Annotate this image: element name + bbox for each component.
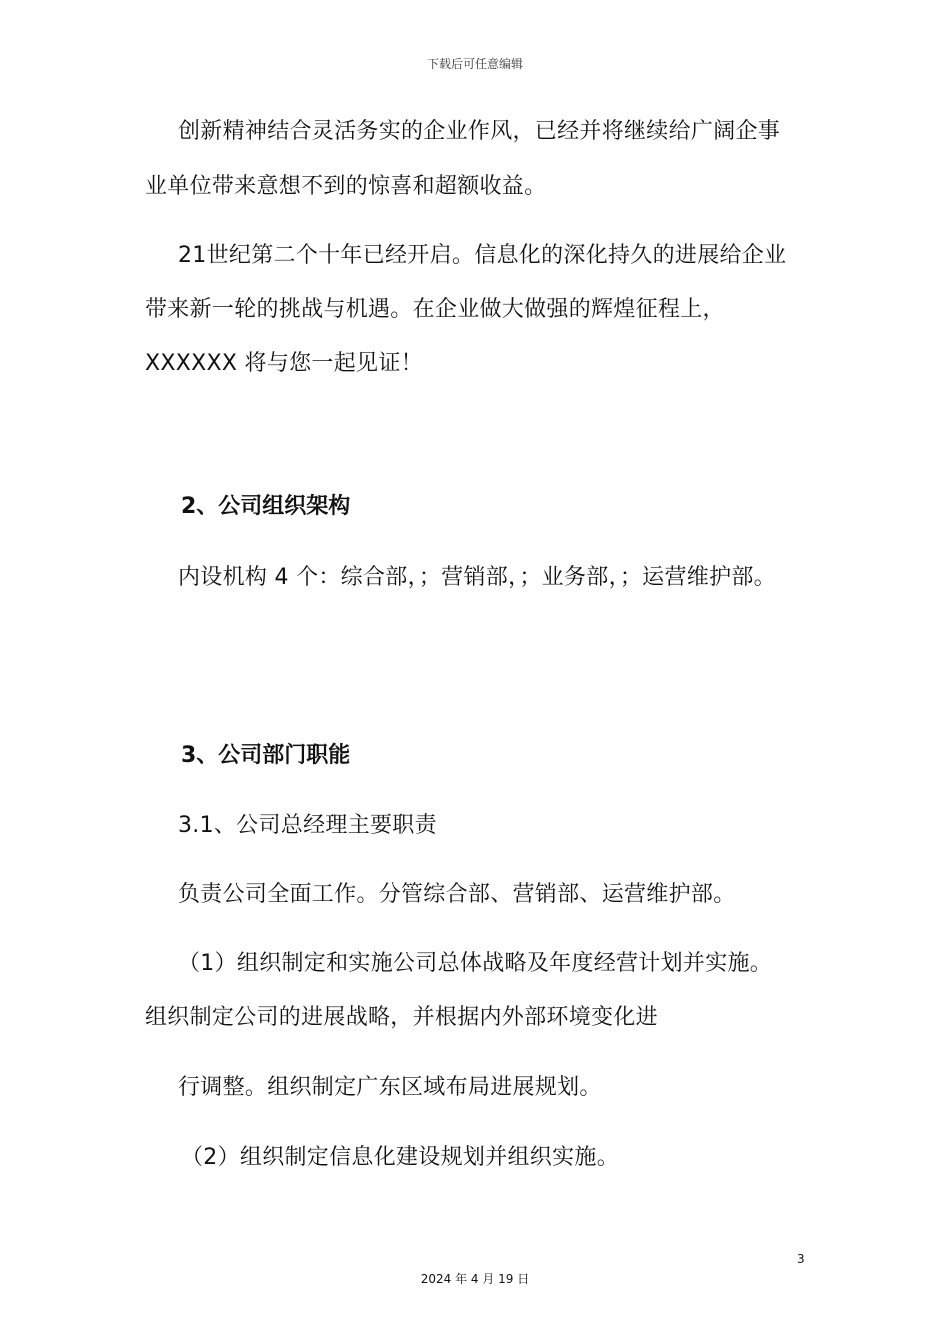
- paragraph-line: （2）组织制定信息化建设规划并组织实施。: [181, 1145, 619, 1170]
- paragraph-line: 带来新一轮的挑战与机遇。在企业做大做强的辉煌征程上，: [145, 297, 725, 322]
- sub-heading: 3.1、公司总经理主要职责: [178, 813, 437, 838]
- paragraph-line: XXXXXX 将与您一起见证！: [145, 351, 423, 376]
- page-number: 3: [797, 1252, 805, 1266]
- paragraph-line: 业单位带来意想不到的惊喜和超额收益。: [145, 174, 547, 199]
- paragraph-line: 21世纪第二个十年已经开启。信息化的深化持久的进展给企业: [178, 243, 787, 268]
- paragraph-line: （1）组织制定和实施公司总体战略及年度经营计划并实施。: [178, 951, 773, 976]
- paragraph-line: 行调整。组织制定广东区域布局进展规划。: [178, 1075, 602, 1100]
- section-text: 内设机构 4 个：综合部，；营销部，；业务部，；运营维护部。: [178, 565, 776, 590]
- paragraph-line: 负责公司全面工作。分管综合部、营销部、运营维护部。: [178, 882, 736, 907]
- paragraph-line: 组织制定公司的进展战略，并根据内外部环境变化进: [145, 1005, 658, 1030]
- paragraph-line: 创新精神结合灵活务实的企业作风，已经并将继续给广阔企事: [178, 119, 781, 144]
- section-heading: 2、公司组织架构: [181, 494, 351, 519]
- page-header: 下载后可任意编辑: [426, 57, 523, 71]
- footer-date: 2024 年 4 月 19 日: [420, 1272, 530, 1286]
- section-heading: 3、公司部门职能: [181, 743, 351, 768]
